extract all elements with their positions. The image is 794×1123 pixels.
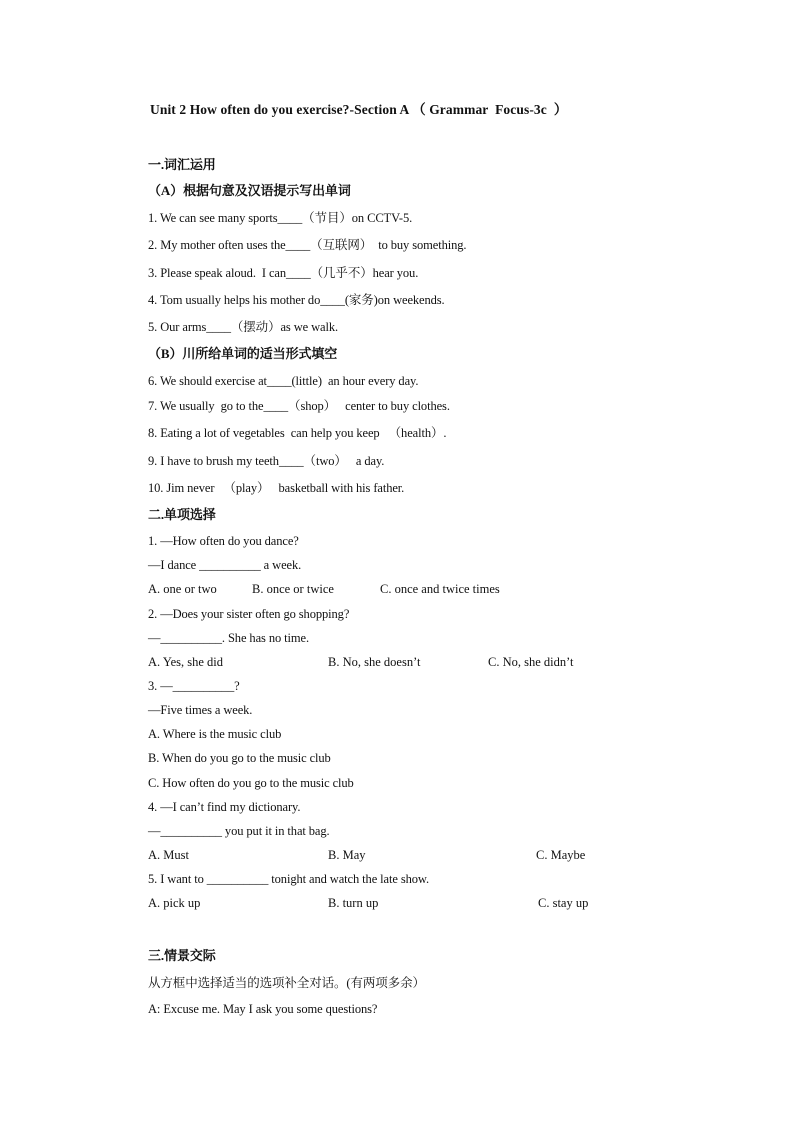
question-line: 2. —Does your sister often go shopping? [148, 607, 350, 621]
question-line: 8. Eating a lot of vegetables can help you keep （health）. [148, 426, 447, 440]
question-line: 5. Our arms____（摆动）as we walk. [148, 320, 339, 334]
option-b: B. No, she doesn’t [328, 655, 421, 669]
option-c: C. How often do you go to the music club [148, 776, 354, 790]
option-c: C. No, she didn’t [488, 655, 574, 669]
option-c: C. stay up [538, 896, 589, 910]
question-line: 3. Please speak aloud. I can____（几乎不）hear you. [148, 266, 419, 280]
option-a: A. Where is the music club [148, 727, 282, 741]
part-a-heading: （A）根据句意及汉语提示写出单词 [148, 183, 351, 198]
option-a: A. pick up [148, 896, 201, 910]
option-b: B. May [328, 848, 366, 862]
question-line: 3. —__________? [148, 679, 240, 693]
dialogue-line: A: Excuse me. May I ask you some questions? [148, 1002, 378, 1016]
question-line: 1. —How often do you dance? [148, 534, 299, 548]
option-b: B. When do you go to the music club [148, 751, 331, 765]
question-line: 2. My mother often uses the____（互联网） to buy something. [148, 238, 467, 252]
question-line: 1. We can see many sports____（节目）on CCTV-5. [148, 211, 413, 225]
instruction-text: 从方框中选择适当的选项补全对话。(有两项多余） [148, 976, 425, 990]
option-b: B. once or twice [252, 582, 334, 596]
part-b-heading: （B）川所给单词的适当形式填空 [148, 346, 338, 361]
question-line: 5. I want to __________ tonight and watch the late show. [148, 872, 430, 886]
option-a: A. one or two [148, 582, 217, 596]
question-line: —__________ you put it in that bag. [148, 824, 330, 838]
question-line: 6. We should exercise at____(little) an hour every day. [148, 374, 419, 388]
question-line: 7. We usually go to the____（shop） center to buy clothes. [148, 399, 450, 413]
option-c: C. once and twice times [380, 582, 500, 596]
option-c: C. Maybe [536, 848, 586, 862]
section-heading-vocabulary: 一.词汇运用 [148, 157, 216, 172]
option-b: B. turn up [328, 896, 379, 910]
question-line: —__________. She has no time. [148, 631, 309, 645]
question-line: —Five times a week. [148, 703, 253, 717]
question-line: 4. Tom usually helps his mother do____(家务)on weekends. [148, 293, 445, 307]
option-a: A. Must [148, 848, 189, 862]
question-line: 9. I have to brush my teeth____（two） a day. [148, 454, 385, 468]
question-line: —I dance __________ a week. [148, 558, 302, 572]
question-line: 4. —I can’t find my dictionary. [148, 800, 301, 814]
page-title: Unit 2 How often do you exercise?-Section A （ Grammar Focus-3c ） [150, 102, 568, 117]
option-a: A. Yes, she did [148, 655, 224, 669]
question-line: 10. Jim never （play） basketball with his father. [148, 481, 405, 495]
section-heading-dialogue: 三.情景交际 [148, 948, 216, 963]
section-heading-single-choice: 二.单项选择 [148, 507, 216, 522]
